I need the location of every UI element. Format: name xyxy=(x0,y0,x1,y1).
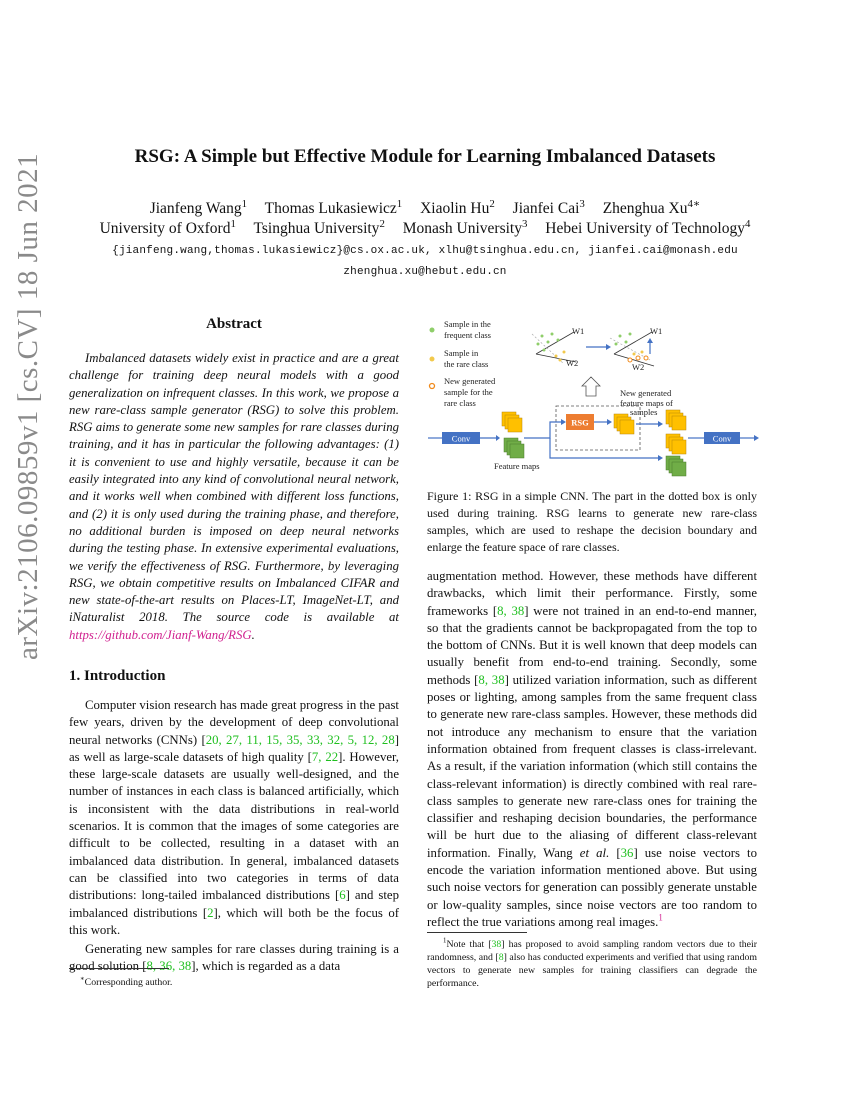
author: Jianfeng Wang xyxy=(149,200,242,217)
w1-label: W1 xyxy=(650,326,663,336)
affiliation: Tsinghua University xyxy=(253,220,380,237)
w2-label: W2 xyxy=(632,362,645,372)
author-names: Jianfeng Wang$^1$ Thomas Lukasiewicz$^1$ Xiaolin Hu$^2$ Jianfei Cai$^3$ Zhenghua $Xu^{4∗}$ xyxy=(149,197,701,217)
rsg-label: RSG xyxy=(571,417,589,428)
arxiv-identifier: arXiv:2106.09859v1 [cs.CV] 18 Jun 2021 xyxy=(12,152,44,660)
new-generated-feature-maps xyxy=(614,414,634,434)
arrow-head xyxy=(658,421,663,427)
paper-title: RSG: A Simple but Effective Module for Learning Imbalanced Datasets xyxy=(134,146,716,167)
legend-new-dot xyxy=(430,384,435,389)
email-line[interactable]: zhenghua.xu@hebut.edu.cn xyxy=(343,266,507,278)
new-maps-label: samples xyxy=(630,407,658,417)
arrow-head xyxy=(658,455,663,461)
footnote-corresponding: ∗Corresponding author. xyxy=(80,975,173,988)
author-block xyxy=(0,199,850,239)
citation-link[interactable]: 8, 38 xyxy=(478,672,505,687)
citation-link[interactable]: 2 xyxy=(207,905,214,920)
affiliations: University of Oxford$^1$ Tsinghua University$^2$ Monash University$^3$ Hebei University of Technology$^4$ xyxy=(99,217,751,237)
footnote-rule xyxy=(69,968,169,969)
affiliation: University of Oxford xyxy=(99,220,231,237)
legend-frequent-dot xyxy=(430,328,435,333)
figure-1 xyxy=(424,314,764,479)
introduction-text: Computer vision research has made great progress in the past few years, driven by the development of deep convolutional neural networks (CNNs) [20, 27, 11, 15, 35, 33, 32, 5, 12, 28] as well as large-scale datasets of high quality [7, 22]. However, these large-scale datasets are usually well-designed, and the number of instances in each class is balanced artificially, which is inconsistent with the data distributions in real-world scenarios. It is common that the images of some categories are difficult to be collected, resulting in a dataset with an imbalanced data distribution. In general, imbalanced datasets can be classified into two categories in terms of data distributions: long-tailed imbalanced distributions [6] and step imbalanced distributions [2], which will both be the focus of this work. Generating new samples for rare classes during training is a good solution [8, 36, 38], which is regarded as a data xyxy=(69,698,400,974)
legend-rare-dot xyxy=(430,357,435,362)
author: Xiaolin Hu xyxy=(420,200,490,217)
citation-link[interactable]: 36 xyxy=(620,845,634,860)
email-block xyxy=(0,241,850,283)
arrow-head xyxy=(607,419,612,425)
affiliation: Hebei University of Technology xyxy=(545,220,745,237)
footnote-marker[interactable]: 1 xyxy=(658,912,663,923)
hollow-up-arrow xyxy=(582,377,600,396)
code-link[interactable]: https://github.com/Jianf-Wang/RSG xyxy=(69,627,252,642)
new-maps-label: New generated xyxy=(620,388,672,398)
citation-link[interactable]: 8, 36, 38 xyxy=(146,959,192,974)
legend-frequent-label: Sample in the xyxy=(444,319,491,329)
arrow-head xyxy=(606,344,611,350)
new-maps-label: feature maps of xyxy=(620,398,673,408)
right-column-text: augmentation method. However, these methods have different drawbacks, which limit their performance. Firstly, some frameworks [8, 38] were not trained in an end-to-end manner, so that the gradients cannot be backpropagated from the top to the bottom of CNNs. But it is well known that deep models can usually benefit from end-to-end training. Secondly, some methods [8, 38] utilized variation information, such as different poses or lighting, among samples from the same frequent class to generate new rare-class samples. However, these methods did not introduce any mechanism to ensure that the variation information obtained from frequent classes is class-irrelevant. As a result, if the variation information (which still contains the class-relevant information) is directly combined with real rare-class samples to generate new rare-class ones for training the classifier and reshaping decision boundaries, the performance will be hurt due to the aliasing of different class-relevant information. Finally, Wang et al. [36] use noise vectors to encode the variation information mentioned above. But using such noise vectors for generation can possibly generate unstable or low-quality samples, since noise vectors are too random to reflect the true variations among real images.$^1$ xyxy=(427,569,758,929)
citation-link[interactable]: 20, 27, 11, 15, 35, 33, 32, 5, 12, 28 xyxy=(205,732,395,747)
citation-link[interactable]: 8, 38 xyxy=(497,603,525,618)
arrow xyxy=(550,438,660,458)
footnote-rule xyxy=(427,932,527,933)
abstract-heading: Abstract xyxy=(206,316,262,332)
affiliation: Monash University xyxy=(402,220,522,237)
conv-label: Conv xyxy=(451,433,471,444)
author: Jianfei Cai xyxy=(512,200,580,217)
email-line[interactable]: {jianfeng.wang,thomas.lukasiewicz}@cs.ox.ac.uk, xlhu@tsinghua.edu.cn, jianfei.cai@monash.edu xyxy=(112,245,738,257)
author: Thomas Lukasiewicz xyxy=(264,200,397,217)
legend-rare-label: the rare class xyxy=(444,359,489,369)
legend-frequent-label: frequent class xyxy=(444,330,491,340)
abstract-text: Imbalanced datasets widely exist in practice and are a great challenge for training deep neural models with a good generalization on infrequent classes. In this work, we propose a new rare-class sample generator (RSG) to solve this problem. RSG aims to generate some new samples for rare classes during training, and it has in particular the following advantages: (1) it is convenient to use and highly versatile, because it can be easily integrated into any kind of convolutional neural network, and it works well when combined with different loss functions, and (2) it is only used during the training phase, and therefore, no additional burden is imposed on deep neural networks during the testing phase. In extensive experimental evaluations, we verify the effectiveness of RSG. Furthermore, by leveraging RSG, we obtain competitive results on Imbalanced CIFAR and new state-of-the-art results on Places-LT, ImageNet-LT, and iNaturalist 2018. The source code is available at https://github.com/Jianf-Wang/RSG. xyxy=(69,351,399,642)
feature-maps-right xyxy=(666,410,686,476)
arrow-head xyxy=(561,419,566,425)
arrow-head xyxy=(496,435,500,441)
footnote-1: $^1$Note that [38] has proposed to avoid sampling random vectors due to their randomness, and [8] also has conducted experiments and verified that using random vectors to generate new samples for training classifiers can degrade the performance. xyxy=(427,937,757,989)
conv-label: Conv xyxy=(712,433,732,444)
legend-new-label: sample for the xyxy=(444,387,493,397)
w2-label: W2 xyxy=(566,358,579,368)
legend-rare-label: Sample in xyxy=(444,348,479,358)
decision-space-after xyxy=(610,332,654,366)
arrow-head xyxy=(754,435,759,441)
author: Zhenghua Xu xyxy=(602,200,688,217)
figure-caption: Figure 1: RSG in a simple CNN. The part in the dotted box is only used during training. RSG learns to generate new rare-class samples, which are used to reshape the decision boundary and enlarge the feature space of rare classes. xyxy=(427,489,757,554)
feature-maps-label: Feature maps xyxy=(494,461,540,471)
section-heading-introduction: 1. Introduction xyxy=(69,668,166,684)
w1-label: W1 xyxy=(572,326,585,336)
feature-maps-left xyxy=(502,412,524,458)
citation-link[interactable]: 6 xyxy=(339,888,346,903)
citation-link[interactable]: 38 xyxy=(491,939,502,950)
legend-new-label: rare class xyxy=(444,398,476,408)
legend-new-label: New generated xyxy=(444,376,496,386)
citation-link[interactable]: 7, 22 xyxy=(311,749,339,764)
citation-link[interactable]: 8 xyxy=(498,952,504,963)
